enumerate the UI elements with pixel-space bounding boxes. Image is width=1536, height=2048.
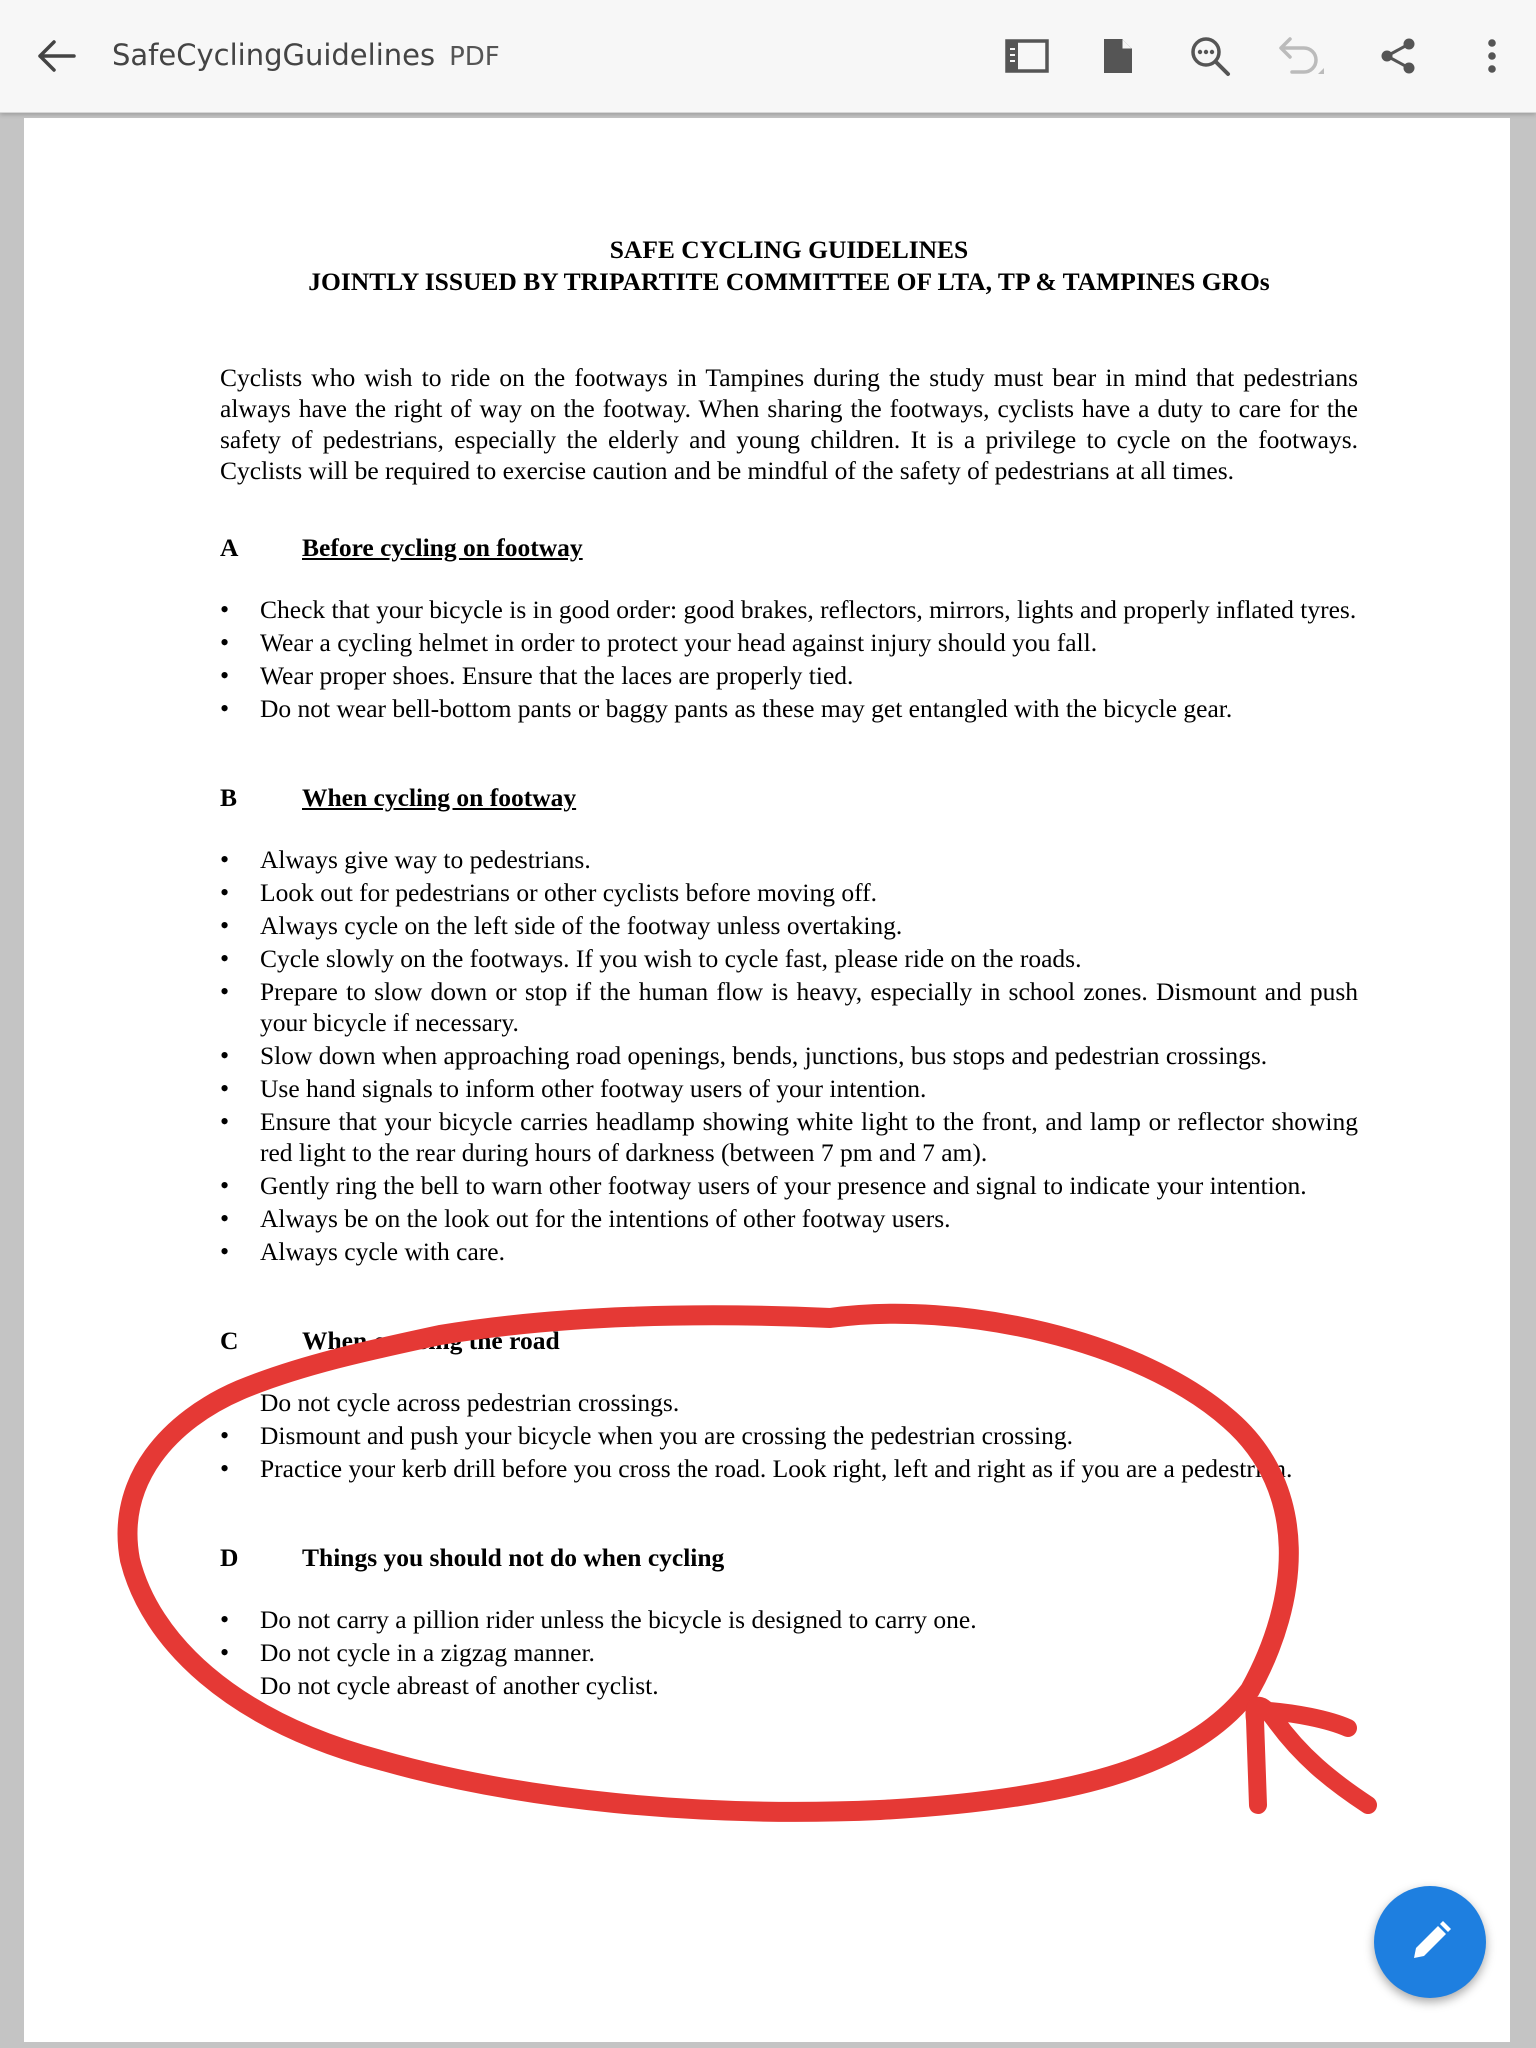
list-item: • Practice your kerb drill before you cross the road. Look right, left and right as if you are a pedestrian. <box>220 1453 1358 1484</box>
list-item: • Cycle slowly on the footways. If you wish to cycle fast, please ride on the roads. <box>220 943 1358 974</box>
section-c-list <box>220 1387 1358 1484</box>
section-letter: C <box>220 1326 239 1355</box>
pdf-page[interactable] <box>24 118 1510 2042</box>
section-title: Things you should not do when cycling <box>302 1543 725 1572</box>
share-button[interactable] <box>1370 30 1426 82</box>
section-b-header <box>220 782 1358 813</box>
section-d-list <box>220 1604 1358 1701</box>
document-title: SafeCyclingGuidelines <box>112 38 436 72</box>
list-item: • Use hand signals to inform other footway users of your intention. <box>220 1073 1358 1104</box>
list-item: • Gently ring the bell to warn other footway users of your presence and signal to indicate your intention. <box>220 1170 1358 1201</box>
section-letter: A <box>220 533 239 562</box>
app-toolbar <box>0 0 1536 113</box>
document-heading <box>220 234 1358 298</box>
edit-fab-button[interactable] <box>1374 1886 1486 1998</box>
document-title-area <box>112 38 500 72</box>
section-letter: B <box>220 783 238 812</box>
document-content <box>220 234 1358 1703</box>
list-item: • Do not cycle abreast of another cyclist. <box>220 1670 1358 1701</box>
section-a-header <box>220 532 1358 563</box>
list-item: • Wear a cycling helmet in order to protect your head against injury should you fall. <box>220 627 1358 658</box>
section-title: When cycling on footway <box>302 783 577 812</box>
list-item: • Do not wear bell-bottom pants or baggy pants as these may get entangled with the bicycle gear. <box>220 693 1358 724</box>
search-icon <box>1189 35 1231 77</box>
section-c-header <box>220 1325 1358 1356</box>
heading-line-1: SAFE CYCLING GUIDELINES <box>609 235 969 264</box>
document-button[interactable] <box>1090 30 1146 82</box>
list-item: • Always cycle with care. <box>220 1236 1358 1267</box>
list-item: • Look out for pedestrians or other cyclists before moving off. <box>220 877 1358 908</box>
section-d-header <box>220 1542 1358 1573</box>
list-item: • Ensure that your bicycle carries headlamp showing white light to the front, and lamp or reflector showing red light to the rear during hours of darkness (between 7 pm and 7 am). <box>220 1106 1358 1168</box>
section-letter: D <box>220 1543 239 1572</box>
section-title: When crossing the road <box>302 1326 560 1355</box>
section-title: Before cycling on footway <box>302 533 583 562</box>
list-item: • Dismount and push your bicycle when you are crossing the pedestrian crossing. <box>220 1420 1358 1451</box>
back-arrow-icon <box>36 39 76 73</box>
list-item: • Do not cycle in a zigzag manner. <box>220 1637 1358 1668</box>
undo-button[interactable] <box>1272 30 1328 82</box>
share-icon <box>1379 37 1417 75</box>
search-button[interactable] <box>1182 30 1238 82</box>
back-button[interactable] <box>30 32 82 80</box>
section-a-list <box>220 594 1358 724</box>
list-item: • Do not cycle across pedestrian crossings. <box>220 1387 1358 1418</box>
file-type-label: PDF <box>449 42 500 72</box>
list-item: • Wear proper shoes. Ensure that the laces are properly tied. <box>220 660 1358 691</box>
list-item: • Check that your bicycle is in good order: good brakes, reflectors, mirrors, lights and properly inflated tyres. <box>220 594 1358 625</box>
heading-line-2: JOINTLY ISSUED BY TRIPARTITE COMMITTEE OF LTA, TP & TAMPINES GROs <box>308 267 1270 296</box>
reading-mode-icon <box>1005 38 1049 74</box>
list-item: • Do not carry a pillion rider unless the bicycle is designed to carry one. <box>220 1604 1358 1635</box>
section-b-list <box>220 844 1358 1267</box>
list-item: • Slow down when approaching road openings, bends, junctions, bus stops and pedestrian crossings. <box>220 1040 1358 1071</box>
intro-paragraph: Cyclists who wish to ride on the footways in Tampines during the study must bear in mind that pedestrians always have the right of way on the footway. When sharing the footways, cyclists have a duty to care for the safety of pedestrians, especially the elderly and young children. It is a privilege to cycle on the footways. Cyclists will be required to exercise caution and be mindful of the safety of pedestrians at all times. <box>220 363 1358 485</box>
more-options-button[interactable] <box>1464 30 1520 82</box>
list-item: • Always give way to pedestrians. <box>220 844 1358 875</box>
more-vert-icon <box>1487 38 1497 74</box>
list-item: • Prepare to slow down or stop if the human flow is heavy, especially in school zones. Dismount and push your bicycle if necessary. <box>220 976 1358 1038</box>
document-icon <box>1102 37 1134 75</box>
list-item: • Always cycle on the left side of the footway unless overtaking. <box>220 910 1358 941</box>
edit-pencil-icon <box>1406 1918 1454 1966</box>
list-item: • Always be on the look out for the intentions of other footway users. <box>220 1203 1358 1234</box>
reading-mode-button[interactable] <box>999 30 1055 82</box>
undo-icon <box>1274 36 1326 76</box>
